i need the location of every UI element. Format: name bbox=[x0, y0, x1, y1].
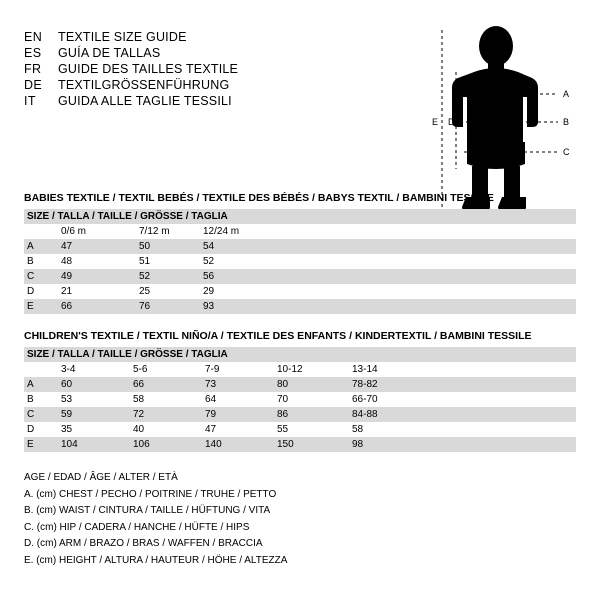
column-label: 7/12 m bbox=[139, 224, 203, 239]
cell-value: 70 bbox=[277, 394, 289, 405]
title-row bbox=[24, 78, 324, 92]
title-text: TEXTILGRÖSSENFÜHRUNG bbox=[58, 78, 230, 92]
title-text: GUÍA DE TALLAS bbox=[58, 46, 161, 60]
legend-item-b-waist: B. (cm) WAIST / CINTURA / TAILLE / HÜFTUNG / VITA bbox=[24, 505, 271, 516]
column-label: 10-12 bbox=[277, 362, 352, 377]
cell-value: 35 bbox=[61, 424, 73, 435]
column-label: 7-9 bbox=[205, 362, 277, 377]
title-text: GUIDE DES TAILLES TEXTILE bbox=[58, 62, 239, 76]
cell-value: 51 bbox=[139, 256, 151, 267]
column-label: 12/24 m bbox=[203, 224, 576, 239]
column-label: 0/6 m bbox=[61, 224, 139, 239]
title-lang-code: EN bbox=[24, 30, 43, 44]
children-table-section bbox=[24, 330, 576, 452]
table-row bbox=[24, 437, 576, 452]
column-label: 13-14 bbox=[352, 362, 576, 377]
cell-value: 50 bbox=[139, 239, 203, 254]
row-label: C bbox=[24, 407, 61, 422]
row-label: D bbox=[27, 286, 35, 297]
cell-value: 80 bbox=[277, 377, 352, 392]
child-silhouette-figure bbox=[430, 24, 590, 219]
babies-size-header: SIZE / TALLA / TAILLE / GRÖSSE / TAGLIA bbox=[24, 209, 576, 224]
title-row bbox=[24, 30, 324, 44]
children-section-title: CHILDREN'S TEXTILE / TEXTIL NIÑO/A / TEXTILE DES ENFANTS / KINDERTEXTIL / BAMBINI TESSILE bbox=[24, 330, 532, 342]
cell-value: 49 bbox=[61, 269, 139, 284]
row-label: D bbox=[27, 424, 35, 435]
title-row bbox=[24, 94, 324, 108]
cell-value: 79 bbox=[205, 407, 277, 422]
title-row bbox=[24, 46, 324, 60]
figure-label-a: A bbox=[563, 89, 570, 99]
column-label: 5-6 bbox=[133, 362, 205, 377]
title-lang-code: FR bbox=[24, 62, 42, 76]
cell-value: 25 bbox=[139, 286, 151, 297]
table-row bbox=[24, 392, 576, 407]
cell-value: 106 bbox=[133, 437, 205, 452]
table-row bbox=[24, 299, 576, 314]
title-row bbox=[24, 62, 324, 76]
silhouette-shape bbox=[452, 26, 538, 211]
table-row bbox=[24, 284, 576, 299]
cell-value: 72 bbox=[133, 407, 205, 422]
cell-value: 78-82 bbox=[352, 377, 576, 392]
title-text: GUIDA ALLE TAGLIE TESSILI bbox=[58, 94, 232, 108]
legend-item-c-hip: C. (cm) HIP / CADERA / HANCHE / HÜFTE / HIPS bbox=[24, 521, 250, 533]
cell-value: 140 bbox=[205, 437, 277, 452]
row-label: E bbox=[24, 437, 61, 452]
row-label: A bbox=[24, 239, 61, 254]
figure-label-c: C bbox=[563, 147, 570, 157]
figure-label-d: D bbox=[448, 117, 455, 127]
table-column-row bbox=[24, 362, 576, 377]
cell-value: 93 bbox=[203, 299, 576, 314]
title-lang-code: ES bbox=[24, 46, 42, 60]
children-size-table bbox=[24, 347, 576, 452]
row-label: A bbox=[24, 377, 61, 392]
column-label bbox=[24, 362, 61, 377]
cell-value: 21 bbox=[61, 286, 73, 297]
title-block bbox=[24, 30, 324, 110]
cell-value: 73 bbox=[205, 377, 277, 392]
figure-label-e: E bbox=[432, 117, 439, 127]
cell-value: 40 bbox=[133, 424, 145, 435]
table-row bbox=[24, 239, 576, 254]
figure-label-b: B bbox=[563, 117, 570, 127]
table-row bbox=[24, 254, 576, 269]
cell-value: 60 bbox=[61, 377, 133, 392]
cell-value: 66-70 bbox=[352, 394, 378, 405]
cell-value: 29 bbox=[203, 286, 215, 297]
cell-value: 66 bbox=[61, 299, 139, 314]
cell-value: 59 bbox=[61, 407, 133, 422]
table-header-row bbox=[24, 209, 576, 224]
children-size-header: SIZE / TALLA / TAILLE / GRÖSSE / TAGLIA bbox=[24, 347, 576, 362]
column-label bbox=[24, 224, 61, 239]
cell-value: 98 bbox=[352, 437, 576, 452]
table-row bbox=[24, 269, 576, 284]
cell-value: 52 bbox=[203, 256, 215, 267]
table-row bbox=[24, 407, 576, 422]
table-column-row bbox=[24, 224, 576, 239]
measurement-legend bbox=[24, 470, 424, 569]
cell-value: 55 bbox=[277, 424, 289, 435]
cell-value: 76 bbox=[139, 299, 203, 314]
table-header-row bbox=[24, 347, 576, 362]
row-label: B bbox=[27, 256, 34, 267]
cell-value: 58 bbox=[352, 424, 364, 435]
cell-value: 150 bbox=[277, 437, 352, 452]
babies-section-title: BABIES TEXTILE / TEXTIL BEBÉS / TEXTILE DES BÉBÉS / BABYS TEXTIL / BAMBINI TESSILE bbox=[24, 192, 494, 204]
legend-item-a-chest: A. (cm) CHEST / PECHO / POITRINE / TRUHE / PETTO bbox=[24, 488, 277, 500]
row-label: C bbox=[24, 269, 61, 284]
legend-item-e-height: E. (cm) HEIGHT / ALTURA / HAUTEUR / HÖHE / ALTEZZA bbox=[24, 554, 288, 566]
legend-item-d-arm: D. (cm) ARM / BRAZO / BRAS / WAFFEN / BRACCIA bbox=[24, 538, 263, 549]
row-label: B bbox=[27, 394, 34, 405]
cell-value: 54 bbox=[203, 239, 576, 254]
title-lang-code: DE bbox=[24, 78, 43, 92]
cell-value: 53 bbox=[61, 394, 73, 405]
legend-item-age: AGE / EDAD / ÂGE / ALTER / ETÀ bbox=[24, 472, 178, 483]
cell-value: 58 bbox=[133, 394, 145, 405]
babies-table-section bbox=[24, 192, 576, 314]
table-row bbox=[24, 422, 576, 437]
cell-value: 66 bbox=[133, 377, 205, 392]
cell-value: 84-88 bbox=[352, 407, 576, 422]
row-label: E bbox=[24, 299, 61, 314]
cell-value: 47 bbox=[61, 239, 139, 254]
table-row bbox=[24, 377, 576, 392]
cell-value: 104 bbox=[61, 437, 133, 452]
cell-value: 86 bbox=[277, 407, 352, 422]
title-lang-code: IT bbox=[24, 94, 36, 108]
cell-value: 64 bbox=[205, 394, 217, 405]
cell-value: 52 bbox=[139, 269, 203, 284]
cell-value: 56 bbox=[203, 269, 576, 284]
title-text: TEXTILE SIZE GUIDE bbox=[58, 30, 187, 44]
cell-value: 48 bbox=[61, 256, 73, 267]
babies-size-table bbox=[24, 209, 576, 314]
cell-value: 47 bbox=[205, 424, 217, 435]
column-label: 3-4 bbox=[61, 362, 133, 377]
